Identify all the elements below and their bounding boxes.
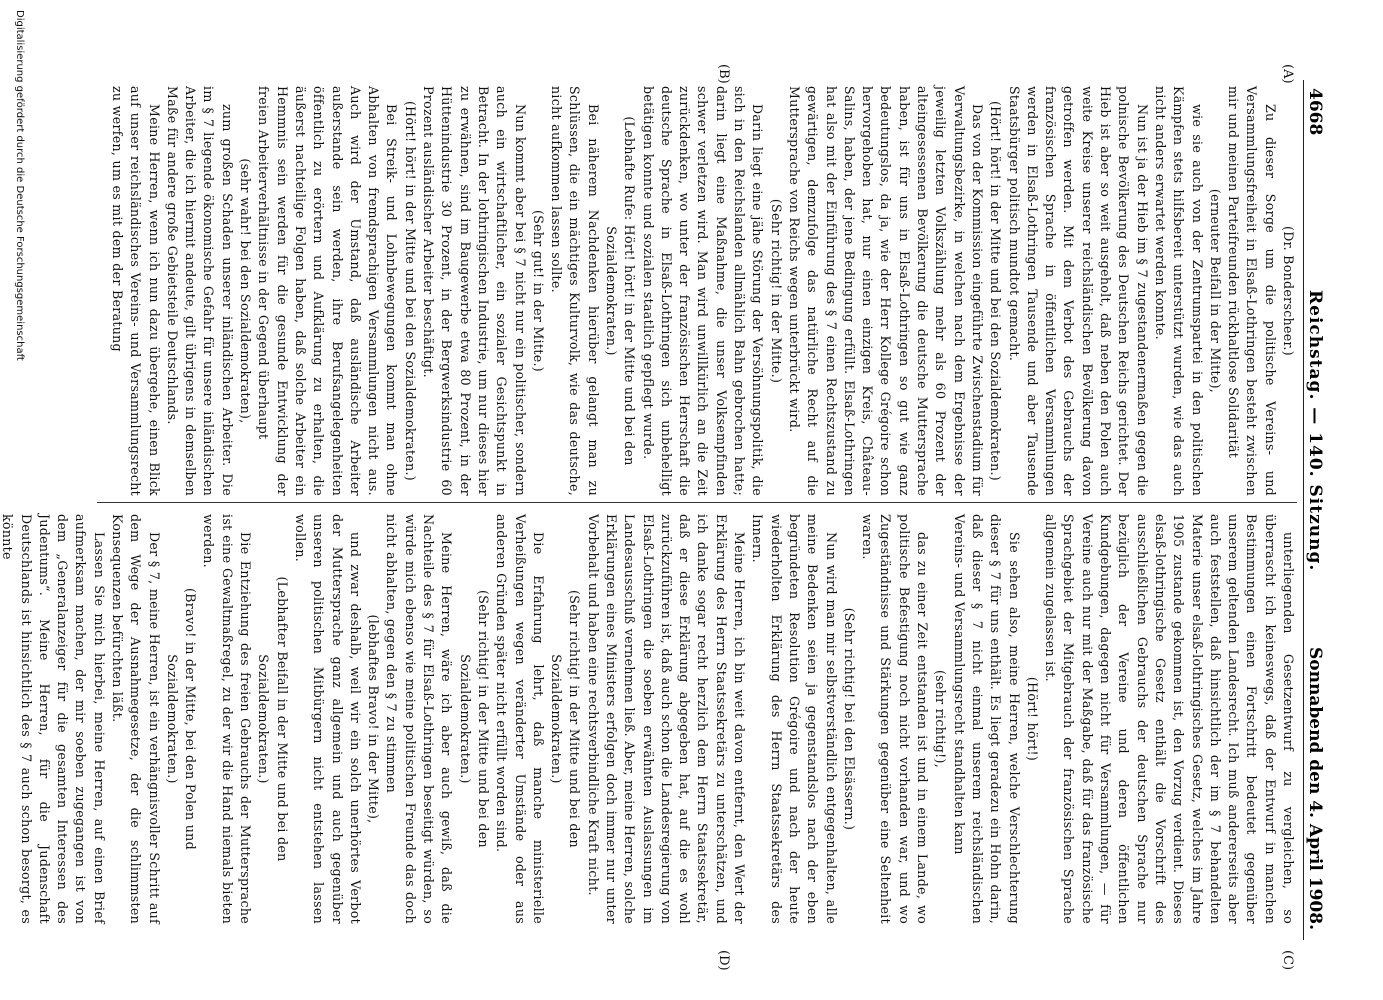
left-column-paragraph: zum großen Schaden unserer inländischen Arbeiter. Die im § 7 liegende ökonomische Gefahr für unsere inländischen Arbeiter, die ich hiermit andeute, gilt übrigens in demselben Maße für andere große Gebietsteile Deutschlands. bbox=[164, 86, 235, 496]
page-header bbox=[1301, 0, 1331, 1000]
margin-letter-c: (C) bbox=[1280, 950, 1295, 971]
right-column-interjection: (Bravo! in der Mitte, bei den Polen und Sozialdemokraten.) bbox=[164, 588, 199, 850]
left-text-column bbox=[87, 86, 1297, 496]
right-column-paragraph: und zwar deshalb, weil wir ein solch unerhörtes Verbot der Muttersprache ganz allgemein und auch gegenüber unseren politischen Mitbürgern nicht entstehen lassen wollen. bbox=[292, 514, 363, 924]
left-column-paragraph: Darin liegt eine jähe Störung der Versöhnungspolitik, die sich in den Reichslanden allmählich Bahn gebrochen hatte; darin liegt eine Maßnahme, die unser Volksempfinden schwer verletzen wird. Man wird unwillkürlich an die Zeit zurückdenken, wo unter der französischen Herrschaft die deutsche Sprache in Elsaß-Lothringen sich unbehelligt betätigen konnte und sozialen staatlich gepflegt wurde. bbox=[640, 86, 766, 496]
right-column-interjection: (sehr richtig!), bbox=[933, 669, 949, 769]
header-rule bbox=[1303, 80, 1304, 940]
left-column-paragraph: Zu dieser Sorge um die politische Vereins- und Versammlungsfreiheit in Elsaß-Lothringen besteht zwischen mir und meinen Parteifreunden rückhaltlose Solidarität bbox=[1226, 86, 1278, 496]
left-column-paragraph: Meine Herren, wenn ich nun dazu übergehe, einen Blick auf unser reichsländisches Vereins- und Versammlungsrecht zu werfen, um es mit dem der Beratung bbox=[110, 86, 162, 496]
right-column-paragraph: das zu einer Zeit entstanden ist und in einem Lande, wo politische Befestigung noch nicht vorhanden war, und wo Zugeständnisse und Stärkungen gegenüber eine Seltenheit waren. bbox=[860, 514, 931, 924]
column-divider bbox=[97, 502, 1297, 503]
left-column-paragraph: Nun ist ja der Hieb im § 7 zugestandenermaßen gegen die polnische Bevölkerung des Deutschen Reichs gerichtet. Der Hieb ist aber so weit ausgeholt, daß neben den Polen auch weite Kreise unserer reichsländischen Bevölkerung davon getroffen werden. Mit dem Verbot des Gebrauchs der französischen Sprache in öffentlichen Versammlungen werden in Elsaß-Lothringen Tausende und aber Tausende Staatsbürger politisch mundtot gemacht. bbox=[1006, 86, 1150, 496]
right-column-interjection: (lebhaftes Bravo! in der Mitte), bbox=[366, 614, 382, 824]
right-column-paragraph: Lassen Sie mich hierbei, meine Herren, auf einen Brief aufmerksam machen, der mir soeben zugegangen ist von dem „Generalanzeiger für die gesamten Interessen des Judentums“. Meine Herren, für die Judenschaft Deutschlands ist hinsichtlich des § 7 auch schon besorgt, es könnte bbox=[0, 514, 107, 924]
page-number: 4668 bbox=[1305, 88, 1325, 136]
left-column-paragraph: Nun kommt aber bei § 7 nicht nur ein politischer, sondern auch ein wirtschaftlicher, ein sozialer Gesichtspunkt in Betracht. In der lothringischen Industrie, um nur dieses hier zu erwähnen, sind im Baugewerbe etwa 80 Prozent, in der Hüttenindustrie 30 Prozent, in der Bergwerksindustrie 60 Prozent ausländischer Arbeiter beschäftigt. bbox=[421, 86, 528, 496]
digitization-footer bbox=[4, 0, 38, 1000]
right-column-interjection: (Sehr richtig! in der Mitte und bei den Sozialdemokraten.) bbox=[549, 590, 583, 848]
right-column-paragraph: Meine Herren, ich bin weit davon entfernt, den Wert der Erklärung des Herrn Staatssekretärs zu unterschätzen, und ich danke sogar recht herzlich dem Herrn Staatssekretär, daß er diese Erklärung abgegeben hat, auf die es wohl zurückzuführen ist, daß auch schon die Landesregierung von Elsaß-Lothringen die soeben erwähnten Auslassungen im Landesausschuß vernehmen ließ. Aber, meine Herren, solche Erklärungen eines Ministers erfolgen doch immer nur unter Vorbehalt und haben eine rechtsverbindliche Kraft nicht. bbox=[585, 514, 748, 924]
right-column-interjection: (Hört! hört!) bbox=[1024, 676, 1040, 762]
right-text-column bbox=[0, 514, 1297, 924]
right-column-interjection: (Lebhafter Beifall in der Mitte und bei den Sozialdemokraten.) bbox=[256, 576, 290, 862]
right-column-interjection: (Sehr richtig! bei den Elsässern.) bbox=[841, 607, 857, 831]
right-column-paragraph: Sie sehen also, meine Herren, welche Verschlechterung dieser § 7 für uns enthält. Es liegt geradezu ein Hohn darin, daß dieser § 7 nicht einmal unserem reichsländischen Vereins- und Versammlungsrecht standhalten kann bbox=[951, 514, 1022, 924]
right-column-paragraph: Meine Herren, wäre ich aber auch gewiß, daß die Nachteile des § 7 für Elsaß-Lothringen beseitigt würden, so würde mich ebenso wie meine politischen Freunde das doch nicht abhalten, gegen den § 7 zu stimmen bbox=[384, 514, 455, 924]
right-column-paragraph: Der § 7, meine Herren, ist ein verhängnisvoller Schritt auf dem Wege der Ausnahmegesetze, der die schlimmsten Konsequenzen befürchten läßt. bbox=[110, 514, 162, 924]
left-column-interjection: (Hört! hört! in der Mitte und bei den Sozialdemokraten.) bbox=[988, 100, 1004, 482]
left-column-interjection: (erneuter Beifall in der Mitte), bbox=[1207, 188, 1223, 394]
right-column-paragraph: Nun wird man mir selbstverständlich entgegenhalten, alle meine Bedenken seien ja gegenstandslos nach der eben begründeten Resolution Grégoire und nach der heute wiederholten Erklärung des Herrn Staatssekretärs des Innern. bbox=[750, 514, 839, 924]
right-column-interjection: (Sehr richtig! in der Mitte und bei den Sozialdemokraten.) bbox=[457, 590, 491, 848]
left-column-interjection: (Sehr richtig! in der Mitte.) bbox=[768, 198, 784, 384]
left-column-paragraph: Bei näherem Nachdenken hierüber gelangt man zu Schlüssen, die ein mächtiges Kulturvolk, wie das deutsche, nicht aufkommen lassen sollte. bbox=[549, 86, 601, 496]
left-column-interjection: (sehr wahr! bei den Sozialdemokraten), bbox=[238, 158, 254, 424]
left-column-interjection: (Dr. Bonderscheer.) bbox=[1281, 226, 1296, 356]
right-column-paragraph: Die Entziehung des freien Gebrauchs der Muttersprache ist eine Gewaltmaßregel, zu der wir die Hand niemals bieten werden. bbox=[201, 514, 254, 924]
margin-letter-b: (B) bbox=[716, 64, 731, 84]
left-column-paragraph: Das von der Kommission eingeführte Zwischenstadium für Verwaltungsbezirke, in welchen nach dem Ergebnisse der jeweilig letzten Volkszählung mehr als 60 Prozent der alteingesessenen Bevölkerung die deutsche Muttersprache haben, ist für uns in Elsaß-Lothringen so gut wie ganz bedeutungslos, da ja, wie der Herr Kollege Grégoire schon hervorgehoben hat, nur einen einzigen Kreis, Château-Salins, haben, der jene Bedingung erfüllt. Elsaß-Lothringen hat also mit der Einführung des § 7 einen Rechtszustand zu gewärtigen, demzufolge das natürliche Recht auf die Muttersprache von Reichs wegen unterbrückt wird. bbox=[786, 86, 985, 496]
left-column-interjection: (Lebhafte Rufe: Hört! hört! in der Mitte und bei den Sozialdemokraten.) bbox=[604, 116, 638, 466]
right-column-paragraph: Die Erfahrung lehrt, daß manche ministerielle Verheißungen wegen veränderter Umstände oder aus anderen Gründen später nicht erfüllt worden sind. bbox=[494, 514, 546, 924]
header-date: Sonnabend den 4. April 1908. bbox=[1305, 647, 1325, 930]
header-title: Reichstag. — 140. Sitzung. bbox=[1305, 290, 1325, 572]
left-column-interjection: (Hört! hört! in der Mitte und bei den Sozialdemokraten.) bbox=[402, 100, 418, 482]
left-column-paragraph: Bei Streik- und Lohnbewegungen kommt man ohne Abhalten von fremdsprachigen Versammlungen nicht aus. Auch wird der Umstand, daß ausländische Arbeiter außerstande sein werden, ihre Berufsangelegenheiten öffentlich zu erörtern und Aufklärung zu erhalten, die äußerst nachteilige Folgen haben, daß solche Arbeiter ein Hemmnis sein werden für die gesunde Entwicklung der freien Arbeiterverhältnisse in der Gegend überhaupt bbox=[256, 86, 400, 496]
left-column-paragraph: wie sie auch von der Zentrumspartei in den politischen Kämpfen stets hilfsbereit unterstützt wurden, wie das auch nicht anders erwartet werden konnte. bbox=[1152, 86, 1205, 496]
margin-letter-a: (A) bbox=[1280, 64, 1295, 84]
left-column-interjection: (Sehr gut! in der Mitte.) bbox=[530, 209, 546, 373]
right-column-paragraph: unterliegenden Gesetzentwurf zu vergleichen, so überrascht ich keineswegs, daß der Entwurf in manchen Bestimmungen einen Fortschritt bedeutet gegenüber unserem geltenden Landesrecht. Ich muß andererseits aber auch feststellen, daß hinsichtlich der im § 7 behandelten Materie unser elsaß-lothringisches Gesetz, welches im Jahre 1905 zustande gekommen ist, den Vorzug verdient. Dieses elsaß-lothringische Gesetz enthält die Vorschrift des ausschließlichen Gebrauchs der deutschen Sprache nur bezüglich der Vereine und deren öffentlichen Kundgebungen, dagegen nicht für Versammlungen, — für Vereine auch nur mit der Maßgabe, daß für das französische Sprachgebiet der Mitgebrauch der französischen Sprache allgemein zugelassen ist. bbox=[1043, 514, 1296, 924]
margin-letter-d: (D) bbox=[716, 950, 731, 971]
footer-text: Digitalisierung gefördert durch die Deutsche Forschungsgemeinschaft bbox=[14, 10, 25, 361]
